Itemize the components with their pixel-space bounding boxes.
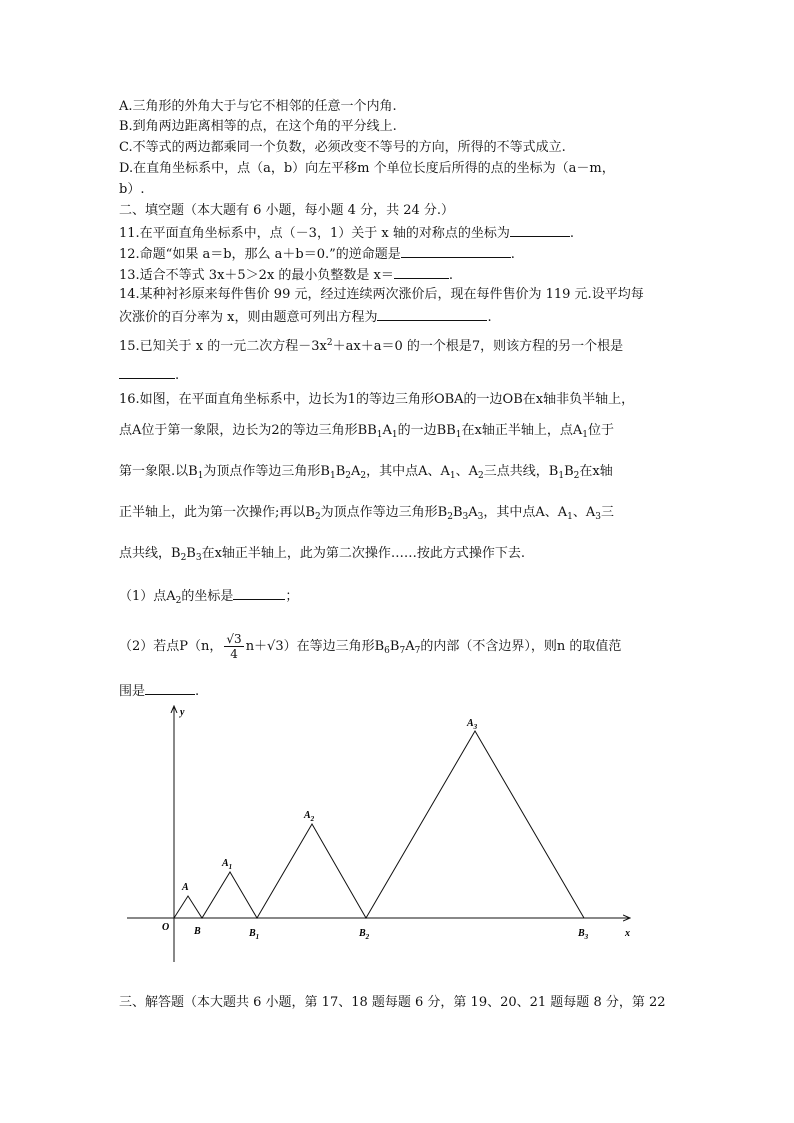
label-a3: $A_3$	[467, 718, 478, 731]
question-16-part3: 围是 .	[119, 684, 200, 699]
q14-text: 次涨价的百分率为 x，则由题意可列出方程为	[119, 310, 378, 325]
option-d-line1: D.在直角坐标系中，点（a，b）向左平移m 个单位长度后所得的点的坐标为（a－m，	[119, 161, 615, 176]
question-16-line5: 点共线，$B_2B_3$在x轴正半轴上，此为第二次操作……按此方式操作下去.	[119, 546, 526, 563]
label-a1: $A_1$	[222, 858, 233, 871]
question-16-line1: 16.如图，在平面直角坐标系中，边长为1的等边三角形OBA的一边OB在x轴非负半轴上，	[119, 392, 635, 407]
question-16-line4: 正半轴上，此为第一次操作;再以$B_2$为顶点作等边三角形$B_2B_3A_3$，其中点A、$A_1$、$A_3$三	[119, 505, 615, 522]
label-o: O	[162, 922, 170, 933]
q11-text: 11.在平面直角坐标系中，点（－3，1）关于 x 轴的对称点的坐标为	[119, 226, 510, 241]
question-14-line1: 14.某种衬衫原来每件售价 99 元，经过连续两次涨价后，现在每件售价为 119 元.设平均每	[119, 287, 644, 302]
option-a: A.三角形的外角大于与它不相邻的任意一个内角.	[119, 99, 397, 114]
q13-text: 13.适合不等式 3x＋5＞2x 的最小负整数是 x＝	[119, 268, 394, 283]
triangle-sides	[174, 731, 584, 918]
q12-text: 12.命题“如果 a＝b，那么 a＋b＝0.”的逆命题是	[119, 247, 401, 262]
q15-text-b: ＋ax＋a＝0 的一个根是7，则该方程的另一个根是	[332, 339, 624, 354]
label-b2: $B_2$	[359, 928, 370, 941]
question-16-line2: 点A位于第一象限，边长为2的等边三角形$BB_1A_1$的一边$BB_1$在x轴正半轴上，点$A_1$位于	[119, 423, 614, 440]
q14-answer-blank	[377, 308, 487, 321]
q15-answer-blank	[119, 366, 175, 379]
question-16-part2: （2）若点P（n， $\frac{√3}{4}$ n＋√3）在等边三角形$B_6B_7A_7$的内部（不含边界），则n 的取值范	[119, 632, 622, 661]
section3-heading: 三、解答题（本大题共 6 小题，第 17、18 题每题 6 分，第 19、20、21 题每题 8 分，第 22	[119, 995, 666, 1010]
label-b1: $B_1$	[249, 928, 260, 941]
question-11: 11.在平面直角坐标系中，点（－3，1）关于 x 轴的对称点的坐标为 .	[119, 226, 574, 241]
y-axis-label: y	[180, 707, 185, 718]
option-d-line2: b）.	[119, 182, 145, 197]
option-b: B.到角两边距离相等的点，在这个角的平分线上.	[119, 119, 397, 134]
label-a2: $A_2$	[304, 810, 315, 823]
question-16-line3: 第一象限.以$B_1$为顶点作等边三角形$B_1B_2A_2$，其中点A、$A_1$、$A_2$三点共线，$B_1B_2$在x轴	[119, 464, 613, 481]
option-c: C.不等式的两边都乘同一个负数，必须改变不等号的方向，所得的不等式成立.	[119, 140, 566, 155]
question-14-line2: 次涨价的百分率为 x，则由题意可列出方程为 .	[119, 310, 492, 325]
triangle-figure	[0, 700, 794, 970]
question-16-part1: （1）点$A_2$的坐标是 ；	[119, 589, 299, 606]
label-a: A	[182, 882, 189, 893]
q13-answer-blank	[394, 266, 449, 279]
q15-text-a: 15.已知关于 x 的一元二次方程－3x	[119, 339, 327, 354]
q16-part2-answer-blank	[145, 682, 195, 695]
x-axis-label: x	[625, 928, 630, 939]
question-13: 13.适合不等式 3x＋5＞2x 的最小负整数是 x＝ .	[119, 268, 454, 283]
q11-answer-blank	[510, 224, 570, 237]
question-12: 12.命题“如果 a＝b，那么 a＋b＝0.”的逆命题是 .	[119, 247, 515, 262]
fraction-root3-over-4: $\frac{√3}{4}$	[226, 632, 242, 661]
section2-heading: 二、填空题（本大题有 6 小题，每小题 4 分，共 24 分.）	[119, 203, 455, 218]
q12-answer-blank	[401, 245, 511, 258]
question-15: 15.已知关于 x 的一元二次方程$-3x^2+ax+a=0$ 的一个根是7，则该方程的另一个根是	[119, 338, 624, 354]
q16-part1-answer-blank	[233, 587, 285, 600]
label-b: B	[194, 926, 201, 937]
label-b3: $B_3$	[578, 928, 589, 941]
question-15-line2: .	[119, 366, 179, 384]
